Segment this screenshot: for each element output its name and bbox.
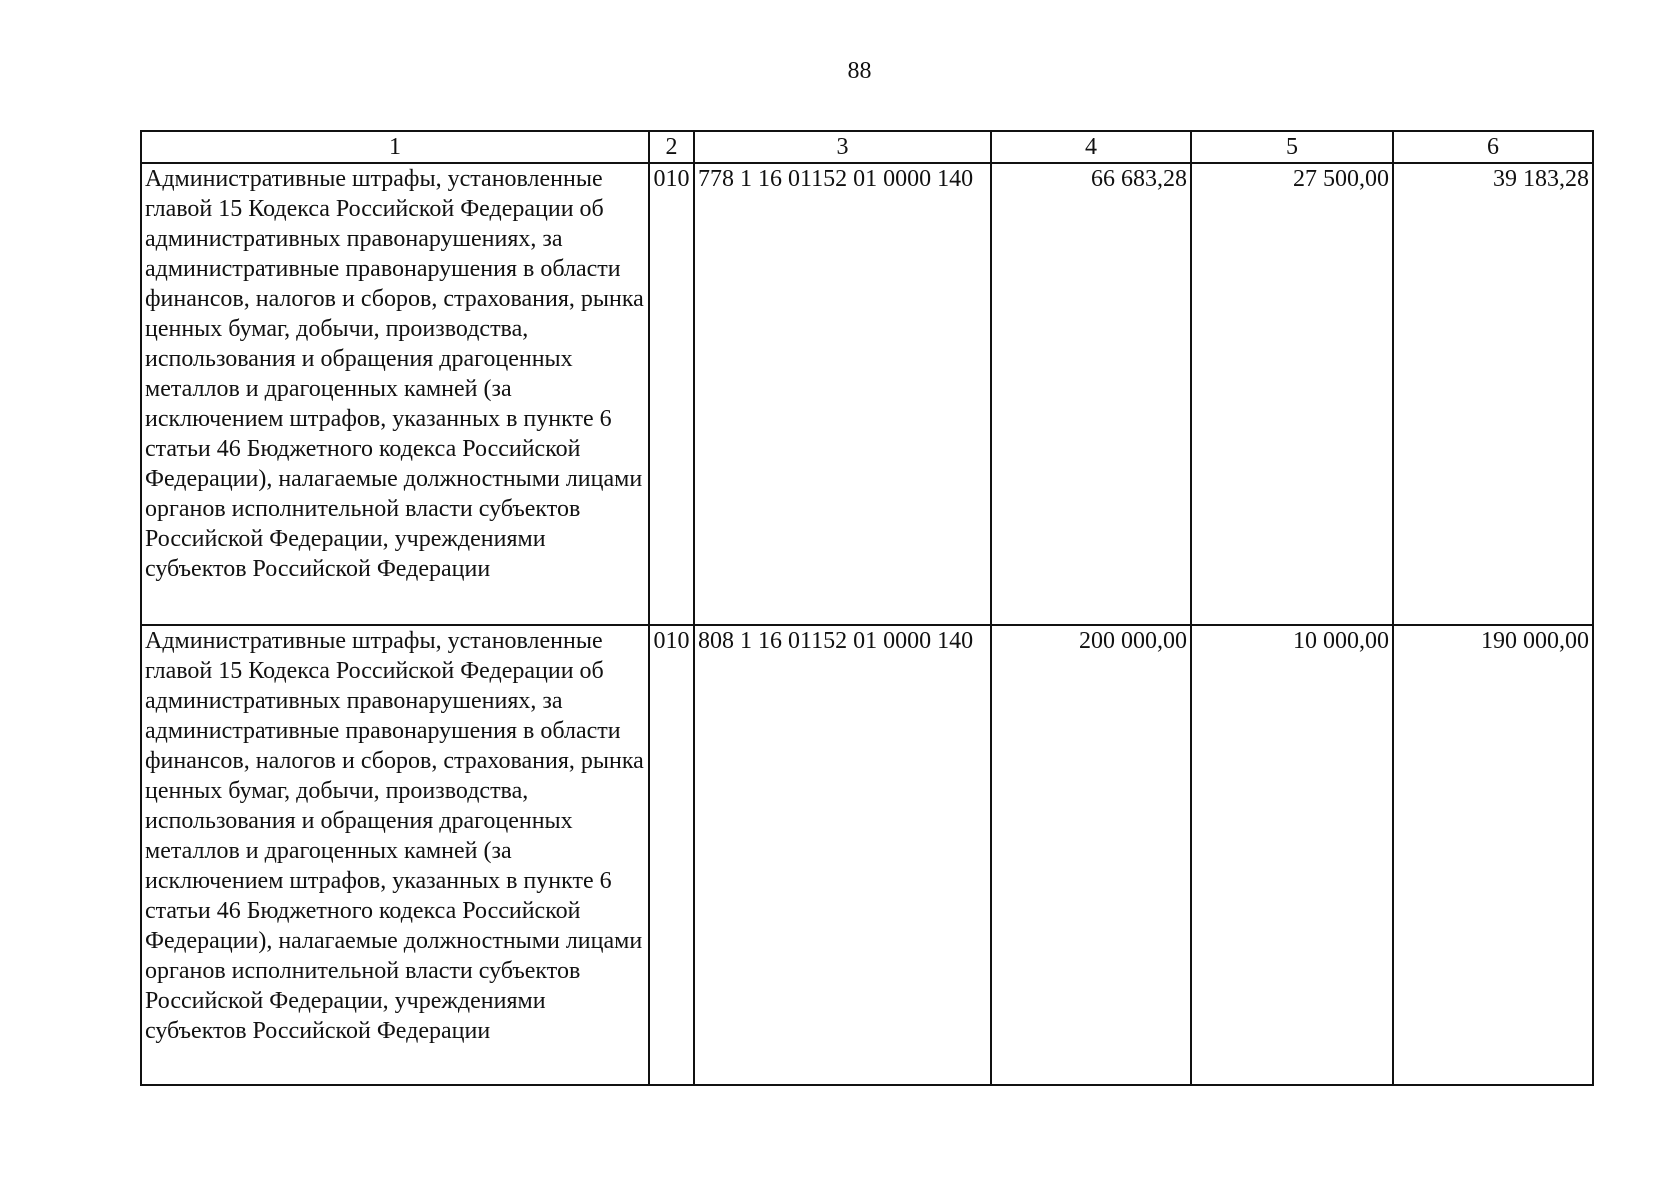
header-row bbox=[141, 131, 1593, 163]
row-income-code-cell: 778 1 16 01152 01 0000 140 bbox=[694, 163, 991, 625]
column-header-4: 4 bbox=[991, 131, 1191, 163]
row-col4-cell: 66 683,28 bbox=[991, 163, 1191, 625]
row-line-code-cell: 010 bbox=[649, 625, 694, 1085]
column-header-3: 3 bbox=[694, 131, 991, 163]
budget-table bbox=[140, 130, 1594, 1086]
table-row bbox=[141, 163, 1593, 625]
row-income-code-cell: 808 1 16 01152 01 0000 140 bbox=[694, 625, 991, 1085]
column-header-2: 2 bbox=[649, 131, 694, 163]
row-col4-cell: 200 000,00 bbox=[991, 625, 1191, 1085]
page-number: 88 bbox=[847, 58, 872, 84]
row-col6-cell: 39 183,28 bbox=[1393, 163, 1593, 625]
row-name-cell: Административные штрафы, установленные главой 15 Кодекса Российской Федерации об административных правонарушениях, за административные правонарушения в области финансов, налогов и сборов, страхования, рынка ценных бумаг, добычи, производства, использования и обращения драгоценных металлов и драгоценных камней (за исключением штрафов, указанных в пункте 6 статьи 46 Бюджетного кодекса Российской Федерации), налагаемые должностными лицами органов исполнительной власти субъектов Российской Федерации, учреждениями субъектов Российской Федерации bbox=[141, 163, 649, 625]
row-col6-cell: 190 000,00 bbox=[1393, 625, 1593, 1085]
row-line-code-cell: 010 bbox=[649, 163, 694, 625]
row-col5-cell: 10 000,00 bbox=[1191, 625, 1393, 1085]
row-name-cell: Административные штрафы, установленные главой 15 Кодекса Российской Федерации об административных правонарушениях, за административные правонарушения в области финансов, налогов и сборов, страхования, рынка ценных бумаг, добычи, производства, использования и обращения драгоценных металлов и драгоценных камней (за исключением штрафов, указанных в пункте 6 статьи 46 Бюджетного кодекса Российской Федерации), налагаемые должностными лицами органов исполнительной власти субъектов Российской Федерации, учреждениями субъектов Российской Федерации bbox=[141, 625, 649, 1085]
column-header-5: 5 bbox=[1191, 131, 1393, 163]
table-row bbox=[141, 625, 1593, 1085]
column-header-6: 6 bbox=[1393, 131, 1593, 163]
row-col5-cell: 27 500,00 bbox=[1191, 163, 1393, 625]
column-header-1: 1 bbox=[141, 131, 649, 163]
